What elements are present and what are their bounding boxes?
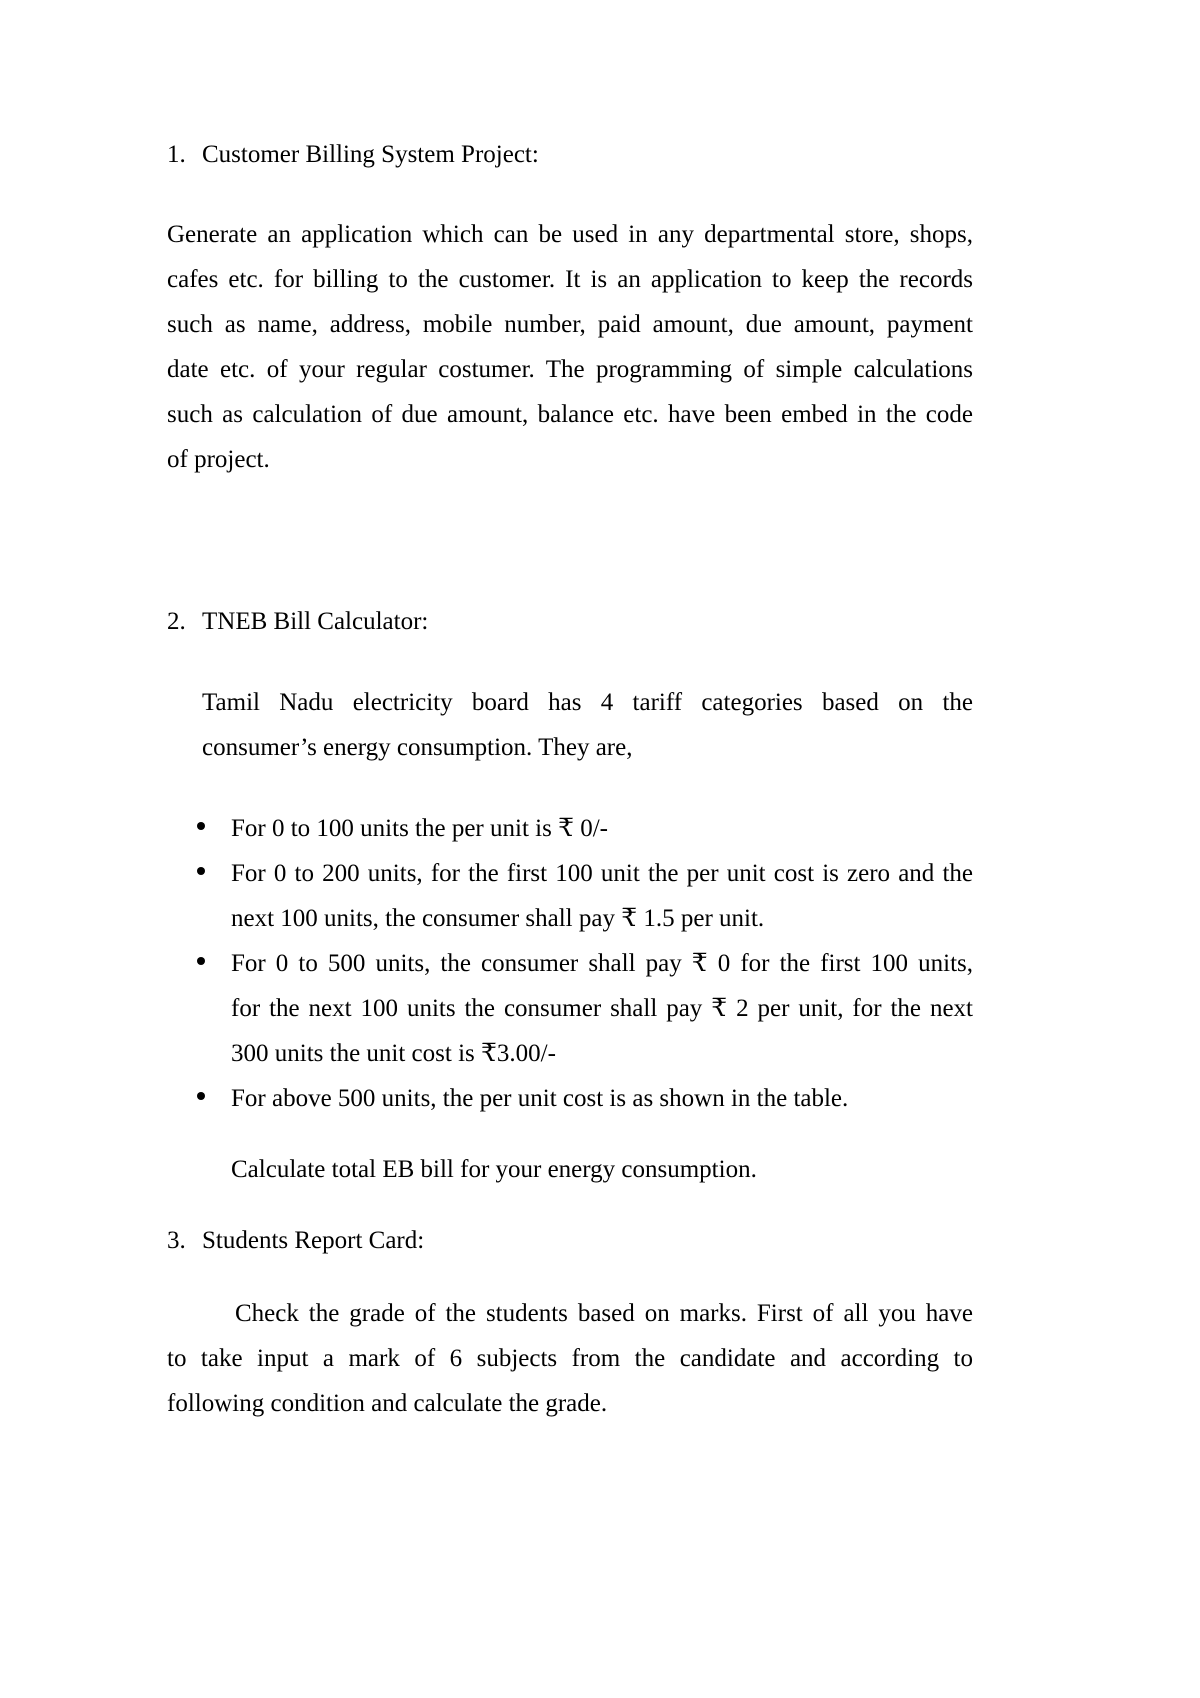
bullet-dot — [197, 867, 205, 875]
section-1-para-line: such as calculation of due amount, balance etc. have been embed in the code — [167, 401, 973, 428]
section-2-number: 2. — [167, 608, 186, 635]
section-2-closing: Calculate total EB bill for your energy consumption. — [231, 1156, 757, 1183]
section-1-para-line: of project. — [167, 446, 270, 473]
section-2-heading: TNEB Bill Calculator: — [202, 608, 429, 635]
section-1-para-line: date etc. of your regular costumer. The programming of simple calculations — [167, 356, 973, 383]
section-2-intro-line: consumer’s energy consumption. They are, — [202, 734, 633, 761]
section-3-heading: Students Report Card: — [202, 1227, 425, 1254]
section-1-para-line: Generate an application which can be used in any departmental store, shops, — [167, 221, 973, 248]
bullet-dot — [197, 1092, 205, 1100]
bullet-item-line: For 0 to 200 units, for the first 100 unit the per unit cost is zero and the — [231, 860, 973, 887]
bullet-dot — [197, 957, 205, 965]
section-1-heading: Customer Billing System Project: — [202, 141, 539, 168]
bullet-item-line: 300 units the unit cost is ₹3.00/- — [231, 1040, 556, 1067]
bullet-item-line: for the next 100 units the consumer shall pay ₹ 2 per unit, for the next — [231, 995, 973, 1022]
bullet-item-line: For above 500 units, the per unit cost is as shown in the table. — [231, 1085, 849, 1112]
section-3-para-line: Check the grade of the students based on marks. First of all you have — [235, 1300, 973, 1327]
bullet-item-line: For 0 to 500 units, the consumer shall pay ₹ 0 for the first 100 units, — [231, 950, 973, 977]
section-3-number: 3. — [167, 1227, 186, 1254]
section-3-para-line: to take input a mark of 6 subjects from the candidate and according to — [167, 1345, 973, 1372]
bullet-item-line: For 0 to 100 units the per unit is ₹ 0/- — [231, 815, 609, 842]
bullet-dot — [197, 822, 205, 830]
section-1-para-line: such as name, address, mobile number, paid amount, due amount, payment — [167, 311, 973, 338]
bullet-item-line: next 100 units, the consumer shall pay ₹ 1.5 per unit. — [231, 905, 765, 932]
section-1-number: 1. — [167, 141, 186, 168]
section-2-intro-line: Tamil Nadu electricity board has 4 tariff categories based on the — [202, 689, 973, 716]
section-1-para-line: cafes etc. for billing to the customer. It is an application to keep the records — [167, 266, 973, 293]
section-3-para-line: following condition and calculate the grade. — [167, 1390, 608, 1417]
